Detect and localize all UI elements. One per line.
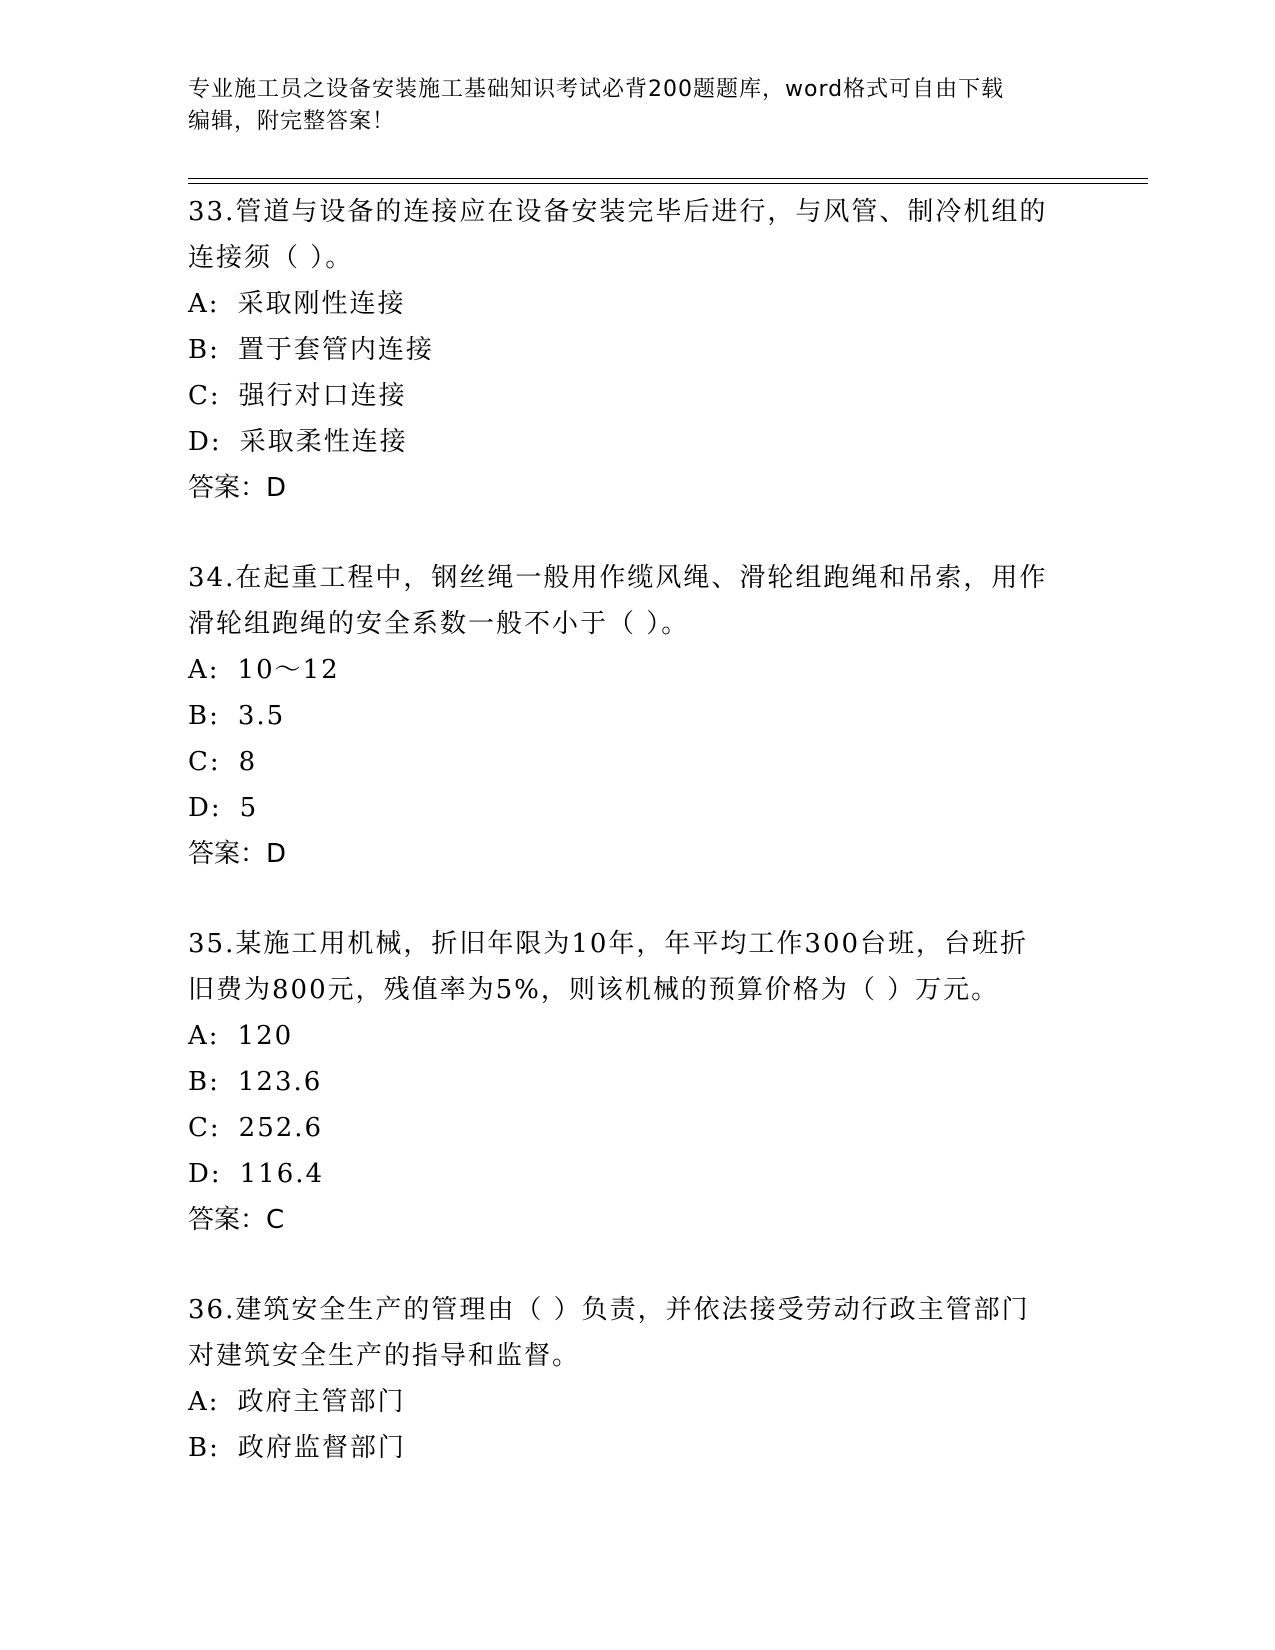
document-header [188,74,1088,138]
question-34 [188,555,1088,877]
header-divider-top [188,178,1148,179]
option-c [188,739,1088,785]
option-letter: A: [188,1387,220,1417]
option-letter: C: [188,1113,221,1143]
header-divider-bottom [188,183,1148,184]
option-letter: D: [188,1159,222,1189]
question-stem-line-2: 滑轮组跑绳的安全系数一般不小于（ ）。 [188,609,690,639]
option-text: 120 [237,1021,294,1051]
option-text: 3.5 [237,701,286,731]
option-text: 8 [238,747,258,777]
option-b [188,327,1088,373]
option-letter: B: [188,1433,220,1463]
option-d [188,1151,1088,1197]
option-text: 116.4 [239,1159,325,1189]
question-stem-line-1: 35.某施工用机械，折旧年限为10年，年平均工作300台班，台班折 [188,929,1029,959]
option-text: 采取柔性连接 [239,427,408,457]
option-letter: A: [188,1021,220,1051]
question-stem-line-1: 33.管道与设备的连接应在设备安装完毕后进行，与风管、制冷机组的 [188,197,1048,227]
option-letter: A: [188,655,220,685]
question-33 [188,189,1088,511]
option-text: 采取刚性连接 [237,289,406,319]
question-stem-line-1: 36.建筑安全生产的管理由（ ）负责，并依法接受劳动行政主管部门 [188,1295,1030,1325]
option-text: 123.6 [237,1067,323,1097]
option-a [188,1013,1088,1059]
option-letter: C: [188,747,221,777]
option-a [188,281,1088,327]
option-a [188,647,1088,693]
option-text: 252.6 [238,1113,324,1143]
option-c [188,373,1088,419]
option-a [188,1379,1088,1425]
option-d [188,419,1088,465]
option-letter: B: [188,335,220,365]
header-line-2: 编辑，附完整答案！ [188,109,396,134]
option-letter: A: [188,289,220,319]
answer-line: 答案：D [188,839,287,869]
answer-line: 答案：C [188,1205,285,1235]
question-stem-line-2: 旧费为800元，残值率为5%，则该机械的预算价格为（ ）万元。 [188,975,1000,1005]
question-35 [188,921,1088,1243]
question-36 [188,1287,1088,1471]
answer-line: 答案：D [188,473,287,503]
question-stem-line-1: 34.在起重工程中，钢丝绳一般用作缆风绳、滑轮组跑绳和吊索，用作 [188,563,1048,593]
option-text: 置于套管内连接 [237,335,434,365]
option-text: 10～12 [237,655,340,685]
option-b [188,1059,1088,1105]
option-b [188,693,1088,739]
option-letter: D: [188,427,222,457]
option-text: 5 [239,793,259,823]
option-d [188,785,1088,831]
option-letter: B: [188,1067,220,1097]
option-c [188,1105,1088,1151]
header-line-1: 专业施工员之设备安装施工基础知识考试必背200题题库，word格式可自由下载 [188,77,1005,102]
option-text: 政府主管部门 [237,1387,406,1417]
question-stem-line-2: 连接须（ ）。 [188,243,354,273]
option-b [188,1425,1088,1471]
option-text: 政府监督部门 [237,1433,406,1463]
option-letter: B: [188,701,220,731]
option-letter: D: [188,793,222,823]
question-stem-line-2: 对建筑安全生产的指导和监督。 [188,1341,581,1371]
option-text: 强行对口连接 [238,381,407,411]
option-letter: C: [188,381,221,411]
